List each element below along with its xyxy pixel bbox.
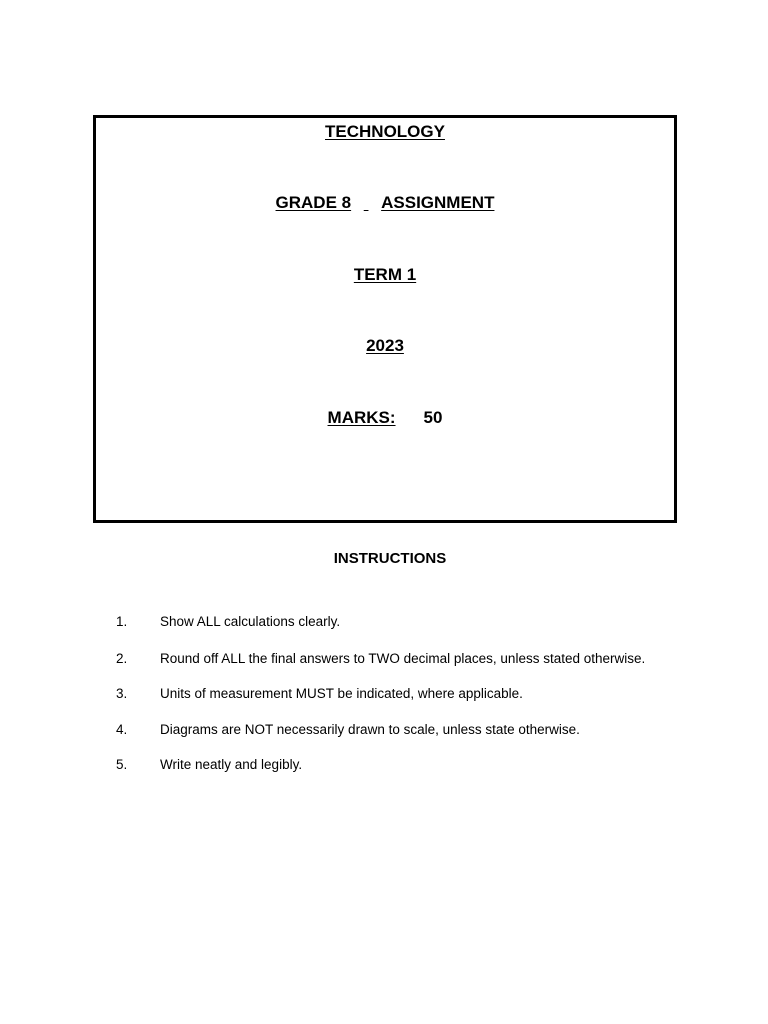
list-item	[116, 722, 580, 737]
term-label: TERM 1	[353, 265, 417, 284]
list-item	[116, 614, 340, 629]
item-number: 4.	[116, 722, 128, 737]
item-text: Diagrams are NOT necessarily drawn to scale, unless state otherwise.	[160, 722, 580, 737]
marks-line	[96, 408, 674, 428]
list-item	[116, 651, 645, 666]
instructions-title: INSTRUCTIONS	[333, 550, 447, 567]
item-number: 2.	[116, 651, 128, 666]
list-item	[116, 757, 302, 772]
list-item	[116, 686, 523, 701]
item-text: Write neatly and legibly.	[160, 757, 303, 772]
item-number: 3.	[116, 686, 128, 701]
year-label: 2023	[366, 336, 404, 355]
subject-title: TECHNOLOGY	[325, 122, 445, 141]
item-number: 1.	[116, 614, 128, 629]
marks-label: MARKS:	[327, 408, 396, 427]
term-line	[96, 265, 674, 285]
item-text: Show ALL calculations clearly.	[160, 614, 341, 629]
item-number: 5.	[116, 757, 128, 772]
grade-assignment-line	[96, 193, 674, 213]
grade-gap	[351, 193, 381, 213]
cover-box	[93, 115, 677, 523]
assignment-label: ASSIGNMENT	[381, 193, 495, 212]
year-line	[96, 336, 674, 356]
subject-line	[96, 122, 674, 142]
item-text: Units of measurement MUST be indicated, where applicable.	[160, 686, 523, 701]
marks-value: 50	[423, 408, 443, 427]
item-text: Round off ALL the final answers to TWO decimal places, unless stated otherwise.	[160, 651, 646, 666]
grade-label: GRADE 8	[275, 193, 352, 212]
